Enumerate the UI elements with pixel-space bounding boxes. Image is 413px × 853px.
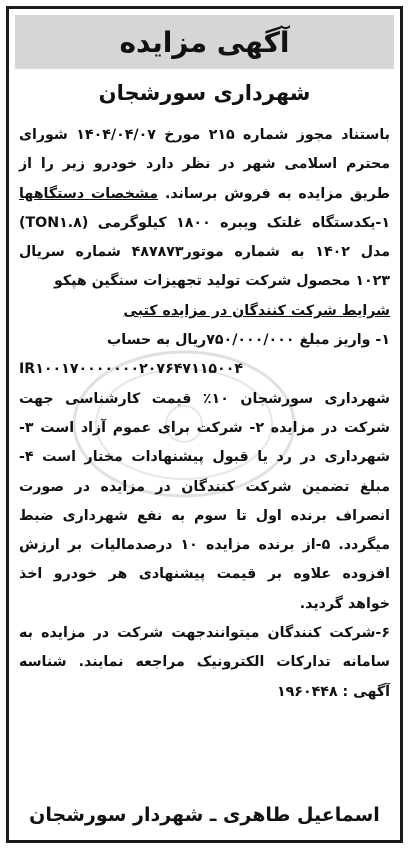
condition-3: ۳-شهرداری در رد یا قبول پیشنهادات مختار است [19, 419, 390, 466]
intro-text: باستناد مجوز شماره ۲۱۵ مورخ ۱۴۰۴/۰۴/۰۷ شورای محترم اسلامی شهر در نظر دارد خودرو زیر را از طریق مزایده به فروش برساند. [19, 127, 390, 202]
conditions-heading: شرایط شرکت کنندگان در مزایده کتبی [123, 302, 390, 319]
condition-1b: شهرداری سورشجان ۱۰٪ قیمت کارشناسی جهت شرکت در مزایده [19, 390, 390, 436]
specs-text: ۱-یکدستگاه غلتک ویبره ۱۸۰۰ کیلوگرمی (TON۱.۸) مدل ۱۴۰۲ به شماره موتور۴۸۷۸۷۳ شماره سریال ۱۰۲۳ محصول شرکت تولید تجهیزات سنگین هپکو [19, 214, 390, 290]
conditions-paragraph [19, 297, 390, 326]
condition-1: ۱- واریز مبلغ ۷۵۰/۰۰۰/۰۰۰ریال به حساب [107, 332, 390, 349]
notice-title: آگهی مزایده [119, 25, 290, 59]
organization-name: شهرداری سورشجان [98, 81, 311, 105]
conditions-list [19, 326, 390, 619]
condition-2: ۲- شرکت برای عموم آزاد است [40, 419, 264, 436]
condition-4: ۴-مبلغ تضمین شرکت کنندگان در مزایده در صورت انصراف برنده اول تا سوم به نفع شهرداری ضبط میگردد. [19, 449, 390, 554]
final-paragraph [19, 619, 390, 707]
notice-body [19, 121, 390, 707]
notice-header [15, 15, 394, 69]
specs-heading: مشخصات دستگاهها [19, 185, 159, 202]
notice-frame [6, 6, 403, 843]
intro-paragraph [19, 121, 390, 297]
iban-number: IR۱۰۰۱۷۰۰۰۰۰۰۰۲۰۷۶۴۷۱۱۵۰۰۴ [19, 361, 244, 378]
ad-id: شناسه آگهی : ۱۹۶۰۴۴۸ [19, 654, 390, 700]
condition-5: ۵-از برنده مزایده ۱۰ درصدمالیات بر ارزش افزوده علاوه بر قیمت پیشنهادی هر خودرو اخذ خواهد گردید. [19, 537, 390, 612]
signature-line: اسماعیل طاهری ـ شهردار سورشجان [29, 804, 380, 826]
condition-6: ۶-شرکت کنندگان میتوانندجهت شرکت در مزایده به سامانه تدارکات الکترونیک مراجعه نمایند. [19, 625, 390, 671]
